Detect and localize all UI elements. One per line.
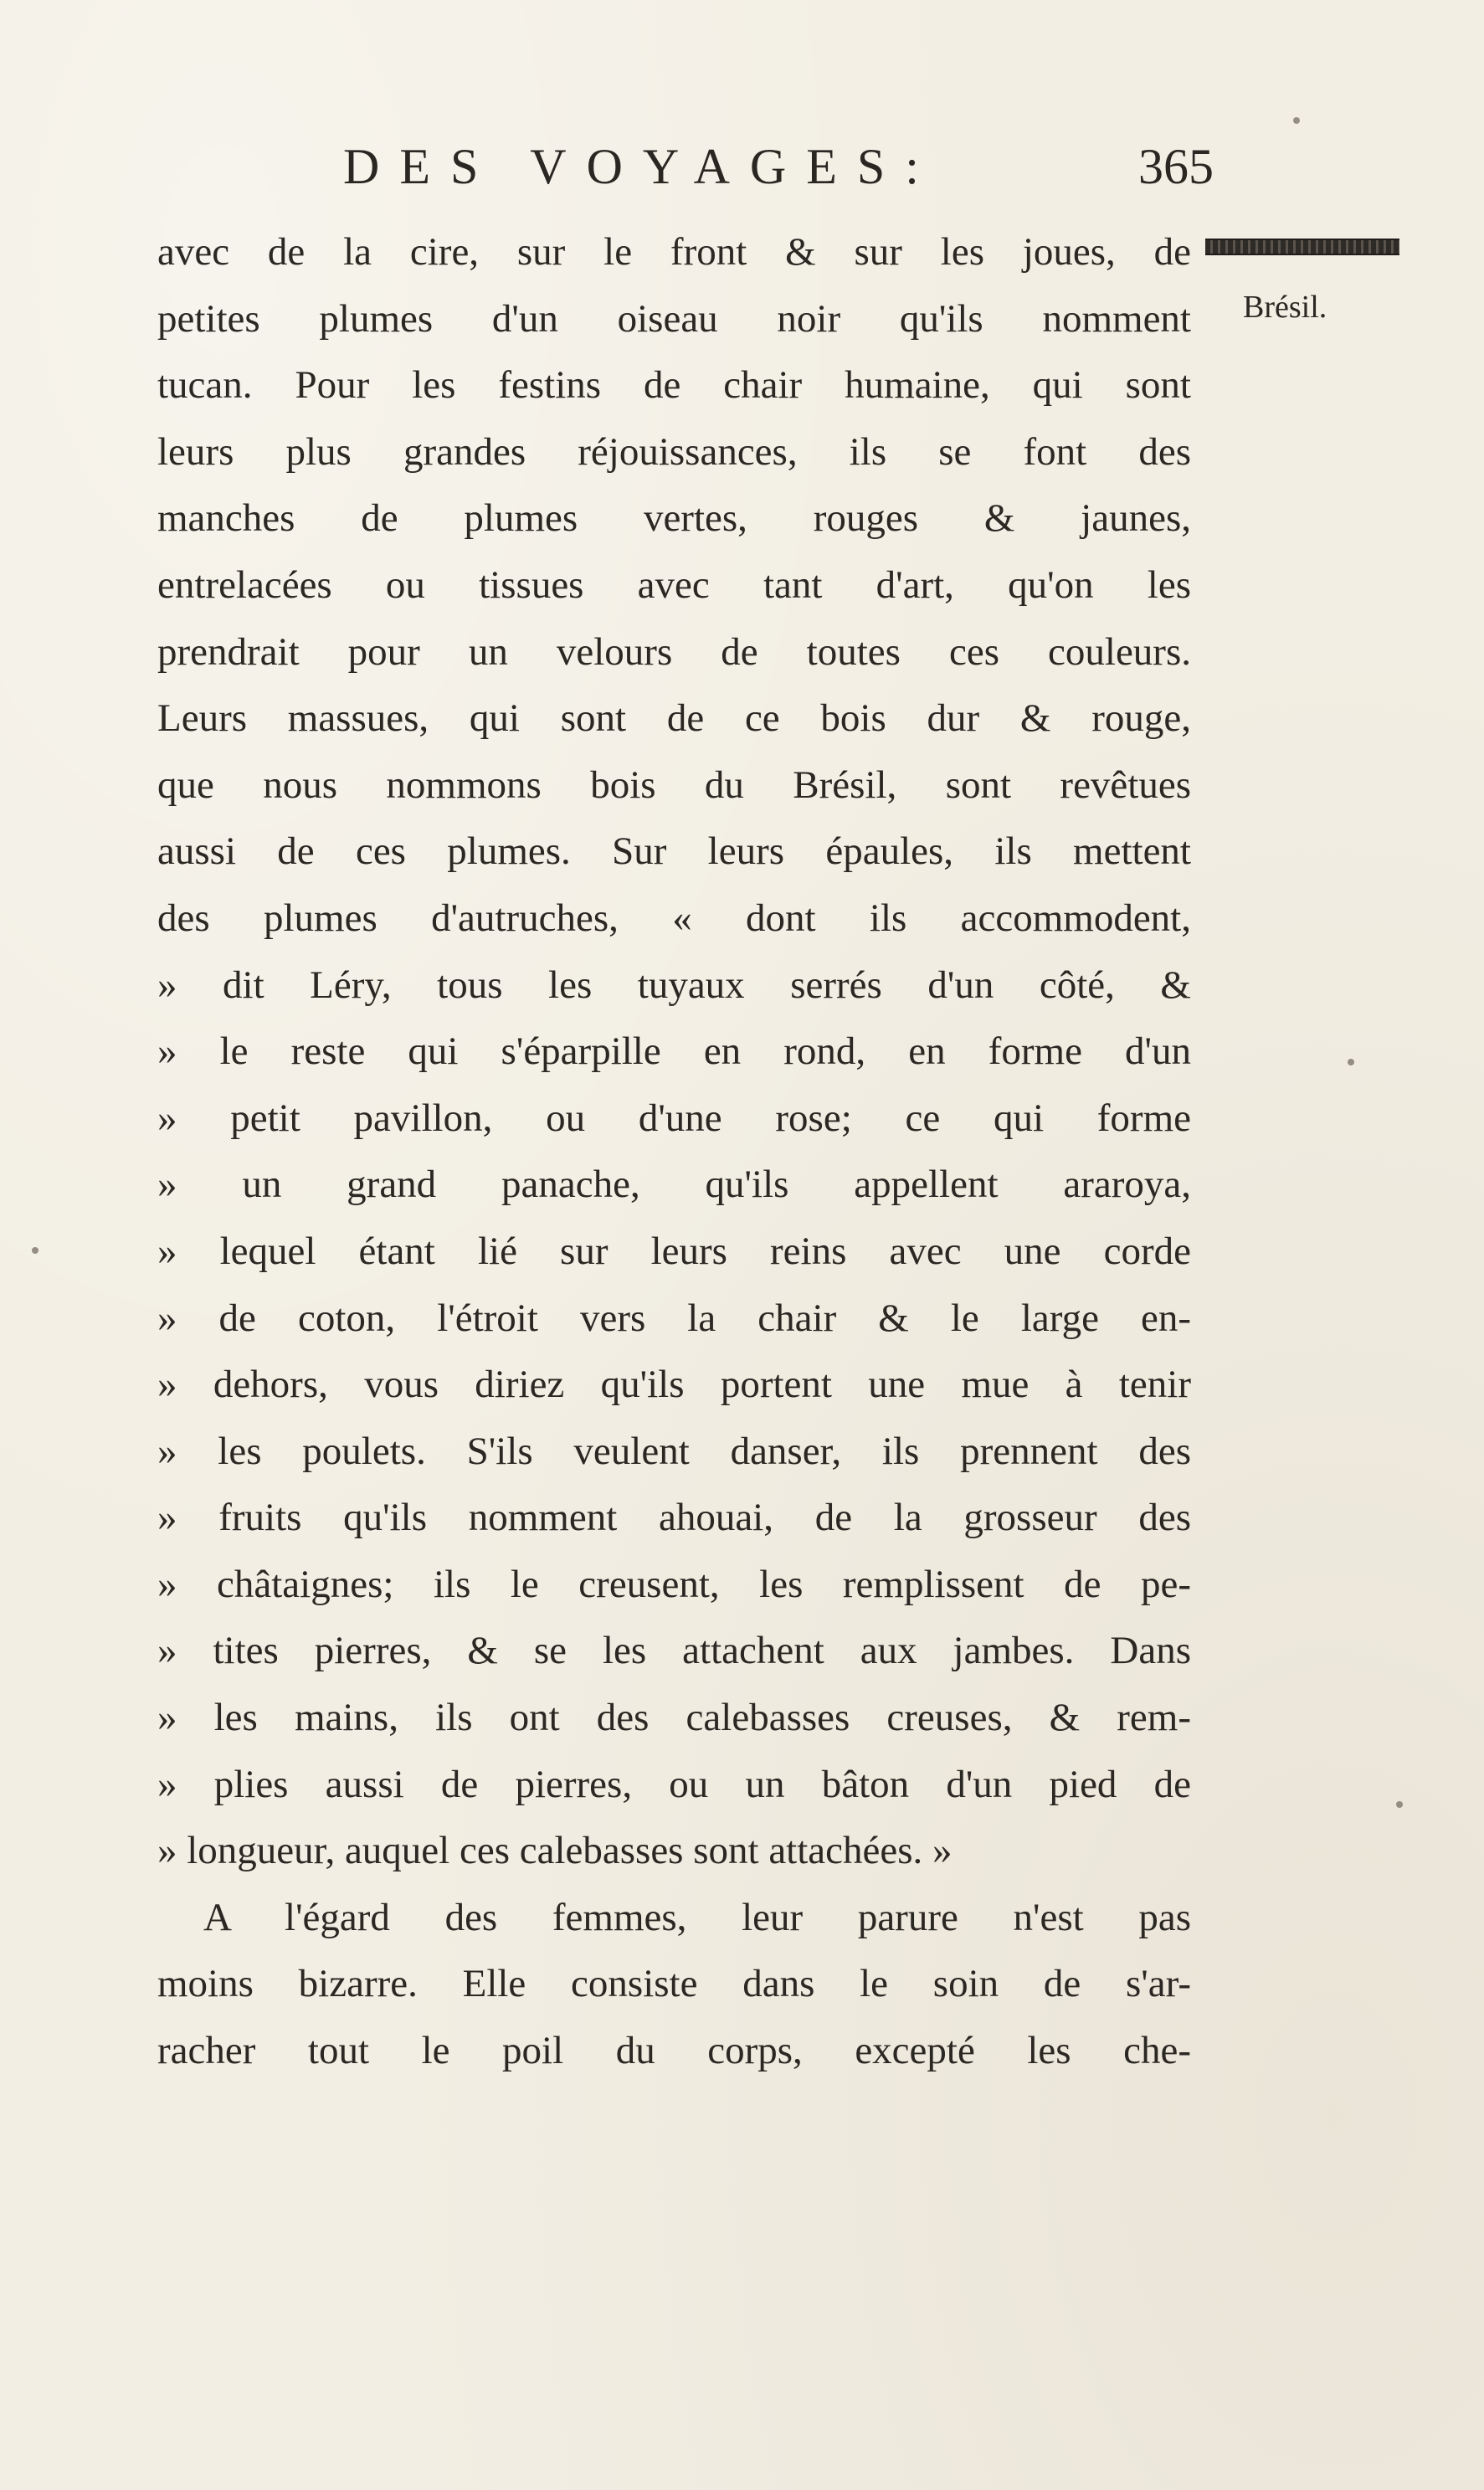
text-line: » tites pierres, & se les attachent aux jambes. Dans [157,1629,1191,1673]
text-line: tucan. Pour les festins de chair humaine, qui sont [157,363,1191,408]
text-line: » plies aussi de pierres, ou un bâton d'un pied de [157,1762,1191,1806]
text-line: avec de la cire, sur le front & sur les joues, de [157,230,1191,274]
text-line: racher tout le poil du corps, excepté les che- [157,2029,1191,2073]
page-number: 365 [1138,139,1214,194]
margin-note: Brésil. [1243,290,1327,325]
text-line: » dehors, vous diriez qu'ils portent une mue à tenir [157,1363,1191,1407]
text-line: Leurs massues, qui sont de ce bois dur & rouge, [157,696,1191,741]
text-line: aussi de ces plumes. Sur leurs épaules, ils mettent [157,829,1191,874]
text-line: petites plumes d'un oiseau noir qu'ils nomment [157,296,1191,341]
text-line: » fruits qu'ils nomment ahouai, de la grosseur des [157,1496,1191,1540]
text-line: » les mains, ils ont des calebasses creuses, & rem- [157,1696,1191,1740]
text-line: A l'égard des femmes, leur parure n'est pas [203,1895,1191,1939]
text-line: » le reste qui s'éparpille en rond, en forme d'un [157,1029,1191,1074]
text-line: » lequel étant lié sur leurs reins avec une corde [157,1229,1191,1273]
text-line: moins bizarre. Elle consiste dans le soin de s'ar- [157,1962,1191,2006]
margin-ornament-rule [1205,239,1399,255]
text-line: » petit pavillon, ou d'une rose; ce qui forme [157,1096,1191,1140]
running-head [335,138,1214,205]
text-line: » longueur, auquel ces calebasses sont attachées. » [157,1829,953,1873]
text-line: » les poulets. S'ils veulent danser, ils prennent des [157,1429,1191,1473]
paper-speck [1396,1801,1403,1808]
text-line: » châtaignes; ils le creusent, les remplissent de pe- [157,1562,1191,1606]
paper-speck [32,1247,39,1254]
text-line: » un grand panache, qu'ils appellent araroya, [157,1163,1191,1207]
running-title: DES VOYAGES: [343,139,939,194]
text-line: prendrait pour un velours de toutes ces couleurs. [157,629,1191,674]
text-line: que nous nommons bois du Brésil, sont revêtues [157,762,1191,807]
paper-speck [1293,117,1300,124]
text-line: des plumes d'autruches, « dont ils accommodent, [157,896,1191,940]
text-line: entrelacées ou tissues avec tant d'art, qu'on les [157,562,1191,607]
text-line: » de coton, l'étroit vers la chair & le large en- [157,1296,1191,1340]
text-line: manches de plumes vertes, rouges & jaunes, [157,496,1191,541]
body-text [157,219,1191,2085]
text-line: » dit Léry, tous les tuyaux serrés d'un côté, & [157,963,1191,1007]
paper-speck [1348,1059,1354,1065]
text-line: leurs plus grandes réjouissances, ils se font des [157,429,1191,474]
